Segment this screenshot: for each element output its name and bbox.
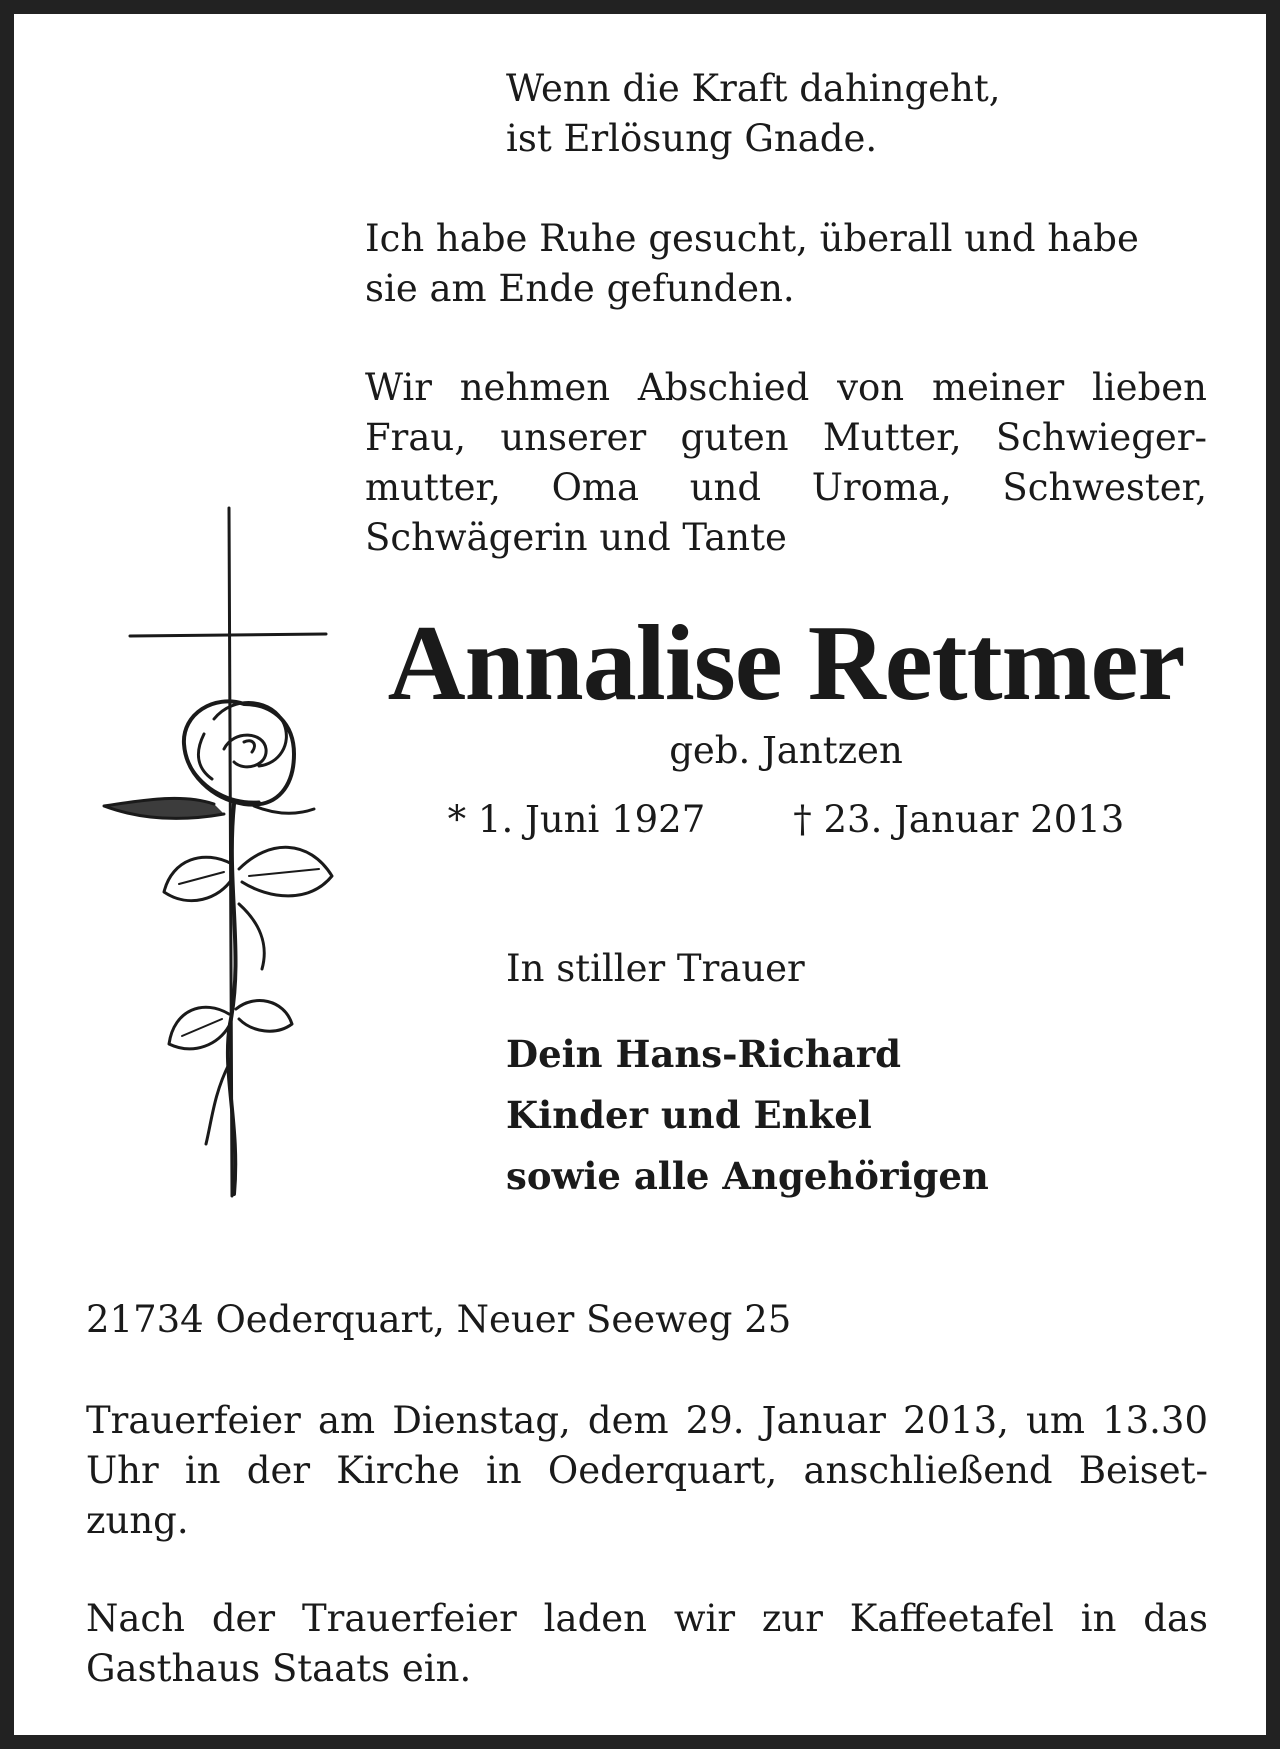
mourning-line: In stiller Trauer xyxy=(506,947,805,990)
motto-verse xyxy=(506,64,1206,164)
cross-with-rose-icon xyxy=(94,504,354,1204)
mourner-item: Dein Hans-Richard xyxy=(506,1032,902,1076)
service-line: Trauerfeier am Dienstag, dem 29. Januar 2013, um 13.30 xyxy=(86,1399,1208,1442)
quote-line: Ich habe Ruhe gesucht, überall und habe xyxy=(365,217,1139,260)
intro-line: Schwägerin und Tante xyxy=(365,516,787,559)
farewell-intro xyxy=(365,363,1207,563)
coffee-line: Nach der Trauerfeier laden wir zur Kaffeetafel in das xyxy=(86,1597,1208,1640)
intro-line: Wir nehmen Abschied von meiner lieben xyxy=(365,366,1207,409)
coffee-invitation xyxy=(86,1594,1208,1694)
service-line: zung. xyxy=(86,1499,189,1542)
service-line: Uhr in der Kirche in Oederquart, anschließend Beiset- xyxy=(86,1449,1208,1492)
quote-text xyxy=(365,214,1225,314)
deceased-name: Annalise Rettmer xyxy=(387,604,1185,723)
birth-name: geb. Jantzen xyxy=(669,729,903,772)
funeral-service-info xyxy=(86,1396,1208,1546)
intro-line: mutter, Oma und Uroma, Schwester, xyxy=(365,466,1207,509)
birth-date: * 1. Juni 1927 xyxy=(447,798,706,841)
coffee-line: Gasthaus Staats ein. xyxy=(86,1647,472,1690)
mourner-item: Kinder und Enkel xyxy=(506,1093,872,1137)
family-address: 21734 Oederquart, Neuer Seeweg 25 xyxy=(86,1298,792,1341)
motto-line: ist Erlösung Gnade. xyxy=(506,117,878,160)
death-date: † 23. Januar 2013 xyxy=(793,798,1125,841)
intro-line: Frau, unserer guten Mutter, Schwieger- xyxy=(365,416,1207,459)
life-dates xyxy=(365,795,1207,845)
mourner-item: sowie alle Angehörigen xyxy=(506,1154,989,1198)
mourners-list xyxy=(506,1024,989,1207)
motto-line: Wenn die Kraft dahingeht, xyxy=(506,67,1001,110)
quote-line: sie am Ende gefunden. xyxy=(365,267,795,310)
